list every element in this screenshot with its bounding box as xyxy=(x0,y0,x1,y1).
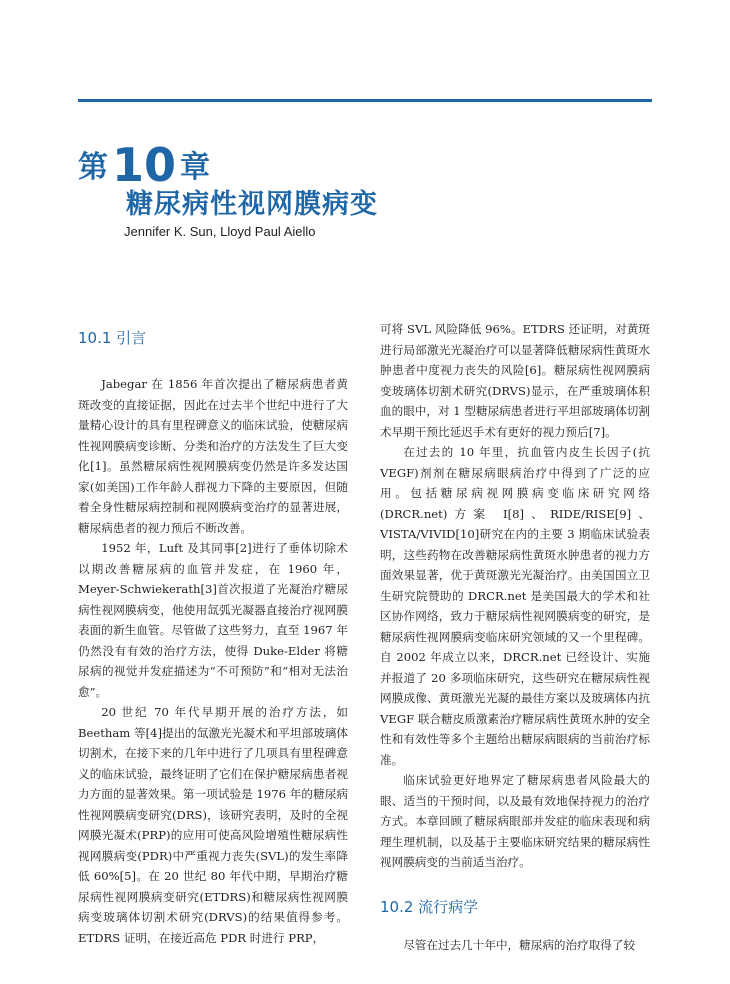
paragraph: 可将 SVL 风险降低 96%。ETDRS 还证明，对黄斑进行局部激光光凝治疗可以显著降低糖尿病性黄斑水肿患者中度视力丧失的风险[6]。糖尿病性视网膜病变玻璃体切割术研究(DRVS)显示，在严重玻璃体积血的眼中，对 1 型糖尿病患者进行平坦部玻璃体切割术早期干预比延迟手术有更好的视力预后[7]。 xyxy=(380,322,650,439)
paragraph: 尽管在过去几十年中，糖尿病的治疗取得了较 xyxy=(403,937,636,952)
chapter-title: 糖尿病性视网膜病变 xyxy=(126,189,378,220)
chapter-suffix: 章 xyxy=(180,150,211,185)
right-column xyxy=(380,319,650,955)
section-heading-epidemiology: 10.2 流行病学 xyxy=(380,897,479,916)
paragraph: 1952 年，Luft 及其同事[2]进行了垂体切除术以期改善糖尿病的血管并发症，在 1960 年，Meyer-Schwiekerath[3]首次报道了光凝治疗糖尿病性视网膜病变，他使用氙弧光凝器直接治疗视网膜表面的新生血管。尽管做了这些努力，直至 1967 年仍然没有有效的治疗方法，使得 Duke-Elder 将糖尿病的视觉并发症描述为“不可预防”和“相对无法治愈”。 xyxy=(78,541,348,699)
paragraph: Jabegar 在 1856 年首次提出了糖尿病患者黄斑改变的直接证据，因此在过去半个世纪中进行了大量精心设计的具有里程碑意义的临床试验，使糖尿病性视网膜病变诊断、分类和治疗的方法发生了巨大变化[1]。虽然糖尿病性视网膜病变仍然是许多发达国家(如美国)工作年龄人群视力下降的主要原因，但随着全身性糖尿病控制和视网膜病变治疗的显著进展，糖尿病患者的视力预后不断改善。 xyxy=(78,377,348,535)
chapter-prefix: 第 xyxy=(78,150,108,185)
paragraph: 在过去的 10 年里，抗血管内皮生长因子(抗 VEGF)剂剂在糖尿病眼病治疗中得到了广泛的应用。包括糖尿病视网膜病变临床研究网络(DRCR.net)方案 I[8]、RIDE/RISE[9]、VISTA/VIVID[10]研究在内的主要 3 期临床试验表明，这些药物在改善糖尿病性黄斑水肿患者的视力方面效果显著，优于黄斑激光光凝治疗。由美国国立卫生研究院赞助的 DRCR.net 是美国最大的学术和社区协作网络，致力于糖尿病性视网膜病变的研究，是糖尿病性视网膜病变临床研究领域的又一个里程碑。自 2002 年成立以来，DRCR.net 已经设计、实施并报道了 20 多项临床研究，这些研究在糖尿病性视网膜成像、黄斑激光光凝的最佳方案以及玻璃体内抗 VEGF 联合糖皮质激素治疗糖尿病性黄斑水肿的安全性和有效性等多个主题给出糖尿病眼病的当前治疗标准。 xyxy=(380,445,650,767)
left-column xyxy=(78,326,348,948)
section-heading-intro: 10.1 引言 xyxy=(78,329,147,347)
paragraph: 20 世纪 70 年代早期开展的治疗方法，如 Beetham 等[4]提出的氙激光光凝术和平坦部玻璃体切割术，在接下来的几年中进行了几项具有里程碑意义的临床试验，最终证明了它们在保护糖尿病患者视力方面的显著效果。第一项试验是 1976 年的糖尿病性视网膜病变研究(DRS)，该研究表明，及时的全视网膜光凝术(PRP)的应用可使高风险增殖性糖尿病性视网膜病变(PDR)中严重视力丧失(SVL)的发生率降低 60%[5]。在 20 世纪 80 年代中期，早期治疗糖尿病性视网膜病变研究(ETDRS)和糖尿病性视网膜病变玻璃体切割术研究(DRVS)的结果值得参考。ETDRS 证明，在接近高危 PDR 时进行 PRP， xyxy=(78,705,348,945)
chapter-number: 10 xyxy=(112,138,177,192)
paragraph: 临床试验更好地界定了糖尿病患者风险最大的眼、适当的干预时间，以及最有效地保持视力的治疗方式。本章回顾了糖尿病眼部并发症的临床表现和病理生理机制，以及基于主要临床研究结果的糖尿病性视网膜病变的当前适当治疗。 xyxy=(380,773,650,869)
authors: Jennifer K. Sun, Lloyd Paul Aiello xyxy=(124,224,316,239)
header-rule xyxy=(78,99,652,102)
